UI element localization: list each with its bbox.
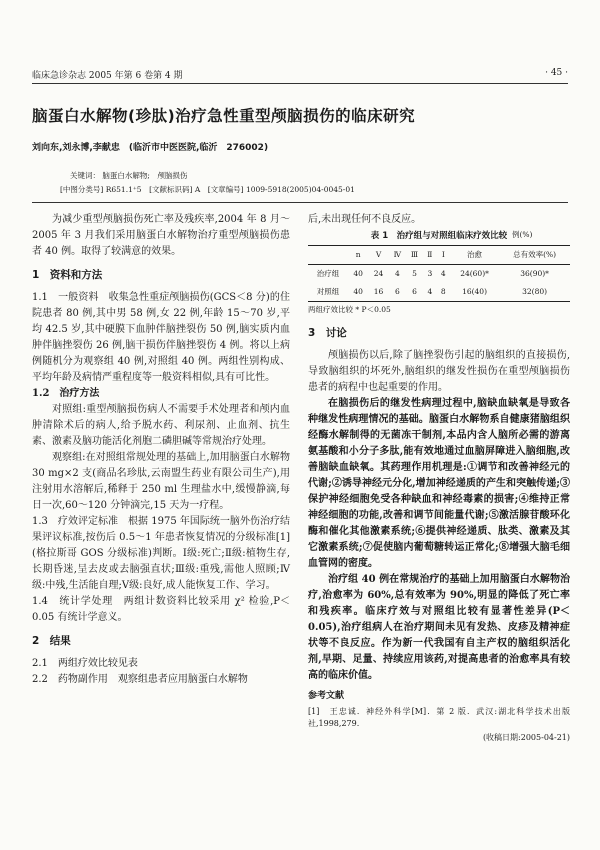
keywords-text: 脑蛋白水解物; 颅脑损伤	[102, 171, 188, 180]
section-2-2-continued: 后,未出现任何不良反应。	[308, 214, 422, 225]
discussion-paragraph-3: 治疗组 40 例在常规治疗的基础上加用脑蛋白水解物治疗,治愈率为 60%,总有效率为 90%,明显的降低了死亡率和残疾率。临床疗效与对照组比较有显著性差异(P＜0.05),治疗组病人在治疗期间未见有发热、皮疹及精神症状等不良反应。作为新一代我国有自主产权的脑组织活化剂,早期、足量、持续应用该药,对提高患者的治愈率具有较高的临床价值。	[308, 574, 570, 681]
section-1-3: 1.3 疗效评定标准 根据 1975 年国际统一脑外伤治疗结果评议标准,按伤后 0.5～1 年患者恢复情况的分级标准[1](格拉斯哥 GOS 分级标准)判断。Ⅰ级:死亡;Ⅱ级:植物生存,长期昏迷,呈去皮或去脑强直状;Ⅲ级:重残,需他人照顾;Ⅳ级:中残,生活能自理;Ⅴ级:良好,成人能恢复工作、学习。	[32, 516, 290, 591]
table-cell: 对照组	[316, 287, 340, 296]
table-cell: 36(90)*	[520, 269, 549, 278]
section-1-4: 1.4 统计学处理 两组计数资料比较采用 χ² 检验,P＜0.05 有统计学意义。	[32, 596, 290, 623]
table-header-cell: Ⅳ	[393, 250, 402, 259]
table-header-cell	[308, 246, 348, 265]
article-title: 脑蛋白水解物(珍肽)治疗急性重型颅脑损伤的临床研究	[32, 107, 416, 125]
table-cell: 4	[427, 287, 433, 296]
table-cell: 32(80)	[522, 287, 548, 296]
table-cell: 4	[440, 269, 446, 278]
intro-paragraph: 为减少重型颅脑损伤死亡率及残疾率,2004 年 8 月～2005 年 3 月我们采用脑蛋白水解物治疗重型颅脑损伤患者 40 例。取得了较满意的效果。	[32, 214, 290, 257]
header-rule	[32, 83, 568, 84]
table-note: 两组疗效比较 * P＜0.05	[308, 305, 391, 314]
table-cell: 24(60)*	[460, 269, 489, 278]
reference-item: [1] 王忠诚．神经外科学[M]．第 2 版．武汉:湖北科学技术出版社,1998,279.	[308, 707, 570, 728]
section-1-2-heading: 1.2 治疗方法	[32, 388, 100, 399]
running-header	[32, 68, 568, 81]
table-cell: 8	[440, 287, 446, 296]
left-column	[32, 212, 290, 688]
table-cell: 3	[427, 269, 433, 278]
references-heading: 参考文献	[308, 691, 345, 701]
table-header-cell: 治愈	[467, 250, 483, 259]
keywords	[70, 170, 187, 181]
table-cell: 40	[353, 287, 363, 296]
table-cell: 16	[373, 287, 384, 296]
section-2-2: 2.2 药物副作用 观察组患者应用脑蛋白水解物	[32, 674, 248, 685]
table-header-row	[308, 246, 570, 265]
right-column	[308, 212, 570, 746]
table-cell: 24	[373, 269, 384, 278]
section-2-1: 2.1 两组疗效比较见表	[32, 658, 138, 669]
page-number: · 45 ·	[545, 68, 568, 78]
table-header-cell: 总有效率(%)	[513, 250, 557, 259]
table-unit: 例(%)	[512, 230, 533, 239]
table-cell: 5	[412, 269, 417, 278]
results-table	[308, 245, 570, 302]
table-row	[308, 283, 570, 302]
table-header-cell: Ⅲ	[410, 250, 419, 259]
table-caption: 表 1 治疗组与对照组临床疗效比较	[370, 231, 508, 241]
table-cell: 4	[395, 269, 400, 278]
section-1-2-control: 对照组:重型颅脑损伤病人不需要手术处理者和颅内血肿清除术后的病人,给予脱水药、利尿剂、止血剂、抗生素、激素及脑功能活化剂胞二磷胆碱等常规治疗处理。	[32, 404, 290, 447]
keywords-label: 关键词：	[70, 171, 100, 180]
section-1-1: 1.1 一般资料 收集急性重症颅脑损伤(GCS＜8 分)的住院患者 80 例,其中男 58 例,女 22 例,年龄 15～70 岁,平均 42.5 岁,其中硬膜下血肿伴脑挫裂伤 50 例,脑实质内血肿伴脑挫裂伤 26 例,脑干损伤伴脑挫裂伤 4 例。将以上病例随机分为观察组 40 例,对照组 40 例。两组性别构成、平均年龄及病情严重程度等一般资料相似,具有可比性。	[32, 292, 290, 383]
received-date: (收稿日期:2005-04-21)	[482, 733, 570, 742]
table-cell: 16(40)	[462, 287, 488, 296]
table-row	[308, 265, 570, 284]
discussion-paragraph-2: 在脑损伤后的继发性病理过程中,脑缺血缺氧是导致各种继发性病理情况的基础。脑蛋白水解物系自健康猪脑组织经酶水解制得的无菌冻干制剂,本品内含人脑所必需的游离氨基酸和小分子多肽,能有效地通过血脑屏障进入脑细胞,改善脑缺血缺氧。其药理作用机理是:①调节和改善神经元的代谢;②诱导神经元分化,增加神经递质的产生和突触传递;③保护神经细胞免受各种缺血和神经毒素的损害;④维持正常神经细胞的功能,改善和调节间能量代谢;⑤激活腺苷酸环化酶和催化其他激素系统;⑥提供神经递质、肽类、激素及其它激素系统;⑦促使脑内葡萄糖转运正常化;⑧增强大脑毛细血管网的密度。	[308, 398, 570, 569]
discussion-paragraph-1: 颅脑损伤以后,除了脑挫裂伤引起的脑组织的直接损伤,导致脑组织的坏死外,脑组织的继发性损伤在重型颅脑损伤患者的病程中也起重要的作用。	[308, 350, 570, 393]
section-heading-3: 3 讨论	[308, 327, 347, 339]
classification-line: [中图分类号] R651.1⁺5 [文献标识码] A [文章编号] 1009-5918(2005)04-0045-01	[60, 185, 355, 194]
table-cell: 治疗组	[316, 269, 340, 278]
article-authors: 刘向东,刘永博,李献忠 (临沂市中医医院,临沂 276002)	[32, 143, 269, 153]
section-heading-2: 2 结果	[32, 635, 71, 647]
table-header-cell: Ⅱ	[427, 250, 433, 259]
table-cell: 40	[353, 269, 363, 278]
body-rule	[32, 202, 568, 203]
table-header-cell: n	[355, 250, 361, 259]
table-cell: 6	[395, 287, 400, 296]
table-cell: 6	[412, 287, 417, 296]
section-heading-1: 1 资料和方法	[32, 269, 103, 281]
table-header-cell: Ⅴ	[375, 250, 382, 259]
section-1-2-observation: 观察组:在对照组常规处理的基础上,加用脑蛋白水解物 30 mg×2 支(商品名珍肽,云南盟生药业有限公司生产),用注射用水溶解后,稀释于 250 ml 生理盐水中,缓慢静滴,每日一次,60～120 分钟滴完,15 天为一疗程。	[32, 452, 290, 511]
journal-info: 临床急诊杂志 2005 年第 6 卷第 4 期	[32, 71, 183, 81]
table-header-cell: Ⅰ	[441, 250, 445, 259]
